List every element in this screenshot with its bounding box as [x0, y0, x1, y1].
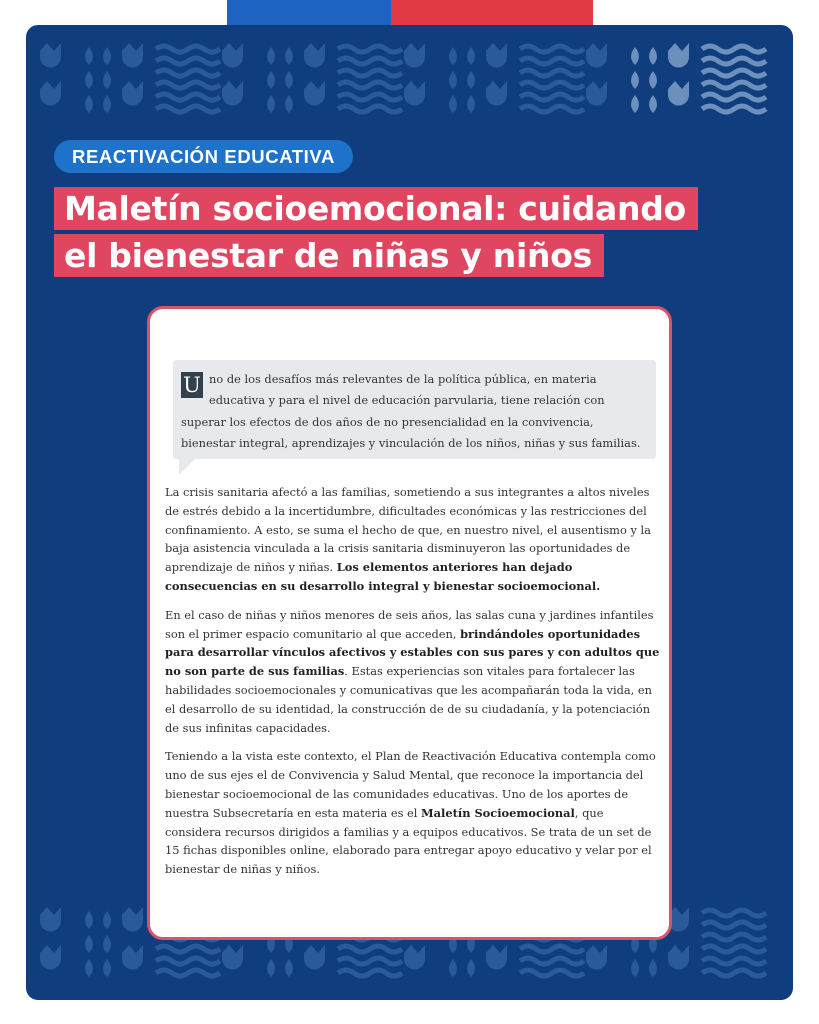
paragraph-2: [165, 606, 661, 738]
intro-text: no de los desafíos más relevantes de la política pública, en materia educativa y para el nivel de educación parvularia, tiene relación con superar los efectos de dos años de no presencialidad en la convivencia, bienestar integral, aprendizajes y vinculación de los niños, niñas y sus familias.: [181, 372, 641, 451]
navy-panel: [26, 25, 793, 1000]
paragraph-1-bold: Los elementos anteriores han dejado consecuencias en su desarrollo integral y bienestar socioemocional.: [165, 560, 601, 593]
pattern-motif-waves: [702, 910, 766, 976]
page-title-line-1: Maletín socioemocional: cuidando: [54, 187, 698, 230]
pattern-motif-drops: [631, 47, 657, 113]
pattern-motif-tulip: [40, 907, 61, 970]
paragraph-2-bold: brindándoles oportunidades para desarrollar vínculos afectivos y estables con sus pares y con adultos que no son parte de sus familias: [165, 626, 660, 679]
pattern-motif-tulip: [304, 43, 325, 106]
pattern-motif-waves: [156, 46, 220, 112]
pattern-motif-tulip: [486, 43, 507, 106]
pattern-motif-tulip: [122, 43, 143, 106]
pattern-motif-tulip: [404, 43, 425, 106]
pattern-motif-tulip: [122, 907, 143, 970]
paragraph-2-text-b: . Estas experiencias son vitales para fortalecer las habilidades socioemocionales y comunicativas que les acompañarán toda la vida, en el desarrollo de su identidad, la construcción de de su ciudadanía, y la potenciación de sus infinitas capacidades.: [165, 664, 653, 735]
section-kicker-badge: REACTIVACIÓN EDUCATIVA: [54, 140, 353, 173]
paragraph-3-text-b: , que considera recursos dirigidos a familias y a equipos educativos. Se trata de un set de 15 fichas disponibles online, elaborado para entregar apoyo educativo y velar por el bienestar de niñas y niños.: [165, 805, 652, 877]
flag-stripe-red: [391, 0, 593, 26]
pattern-motif-drops: [449, 47, 475, 113]
pattern-motif-waves: [702, 46, 766, 112]
drop-cap: U: [181, 372, 203, 398]
article-body: [165, 483, 661, 889]
pattern-motif-waves: [520, 46, 584, 112]
pattern-motif-waves: [338, 46, 402, 112]
pattern-motif-drops: [85, 47, 111, 113]
intro-callout: [173, 360, 656, 459]
pattern-motif-tulip: [222, 43, 243, 106]
paragraph-1: [165, 483, 661, 596]
flag-stripe-blue: [227, 0, 391, 26]
article-card: [147, 306, 672, 940]
pattern-motif-drops: [267, 47, 293, 113]
decorative-pattern-top: [26, 41, 793, 121]
page-title-line-2: el bienestar de niñas y niños: [54, 234, 604, 277]
paragraph-1-text: La crisis sanitaria afectó a las familias, sometiendo a sus integrantes a altos niveles de estrés debido a la incertidumbre, dificultades económicas y las restricciones del confinamiento. A esto, se suma el hecho de que, en nuestro nivel, el ausentismo y la baja asistencia vinculada a la crisis sanitaria disminuyeron las oportunidades de aprendizaje de niños y niñas.: [165, 485, 651, 575]
paragraph-3-bold: Maletín Socioemocional: [421, 805, 575, 820]
paragraph-3-text-a: Teniendo a la vista este contexto, el Plan de Reactivación Educativa contempla como uno de sus ejes el de Convivencia y Salud Mental, que reconoce la importancia del bienestar socioemocional de las comunidades educativas. Uno de los aportes de nuestra Subsecretaría en esta materia es el: [165, 749, 656, 820]
pattern-motif-tulip: [668, 43, 689, 106]
pattern-motif-tulip: [40, 43, 61, 106]
paragraph-2-text-a: En el caso de niñas y niños menores de seis años, las salas cuna y jardines infantiles son el primer espacio comunitario al que acceden,: [165, 607, 654, 641]
paragraph-3: [165, 747, 661, 879]
pattern-motif-drops: [85, 911, 111, 977]
pattern-motif-tulip: [586, 43, 607, 106]
